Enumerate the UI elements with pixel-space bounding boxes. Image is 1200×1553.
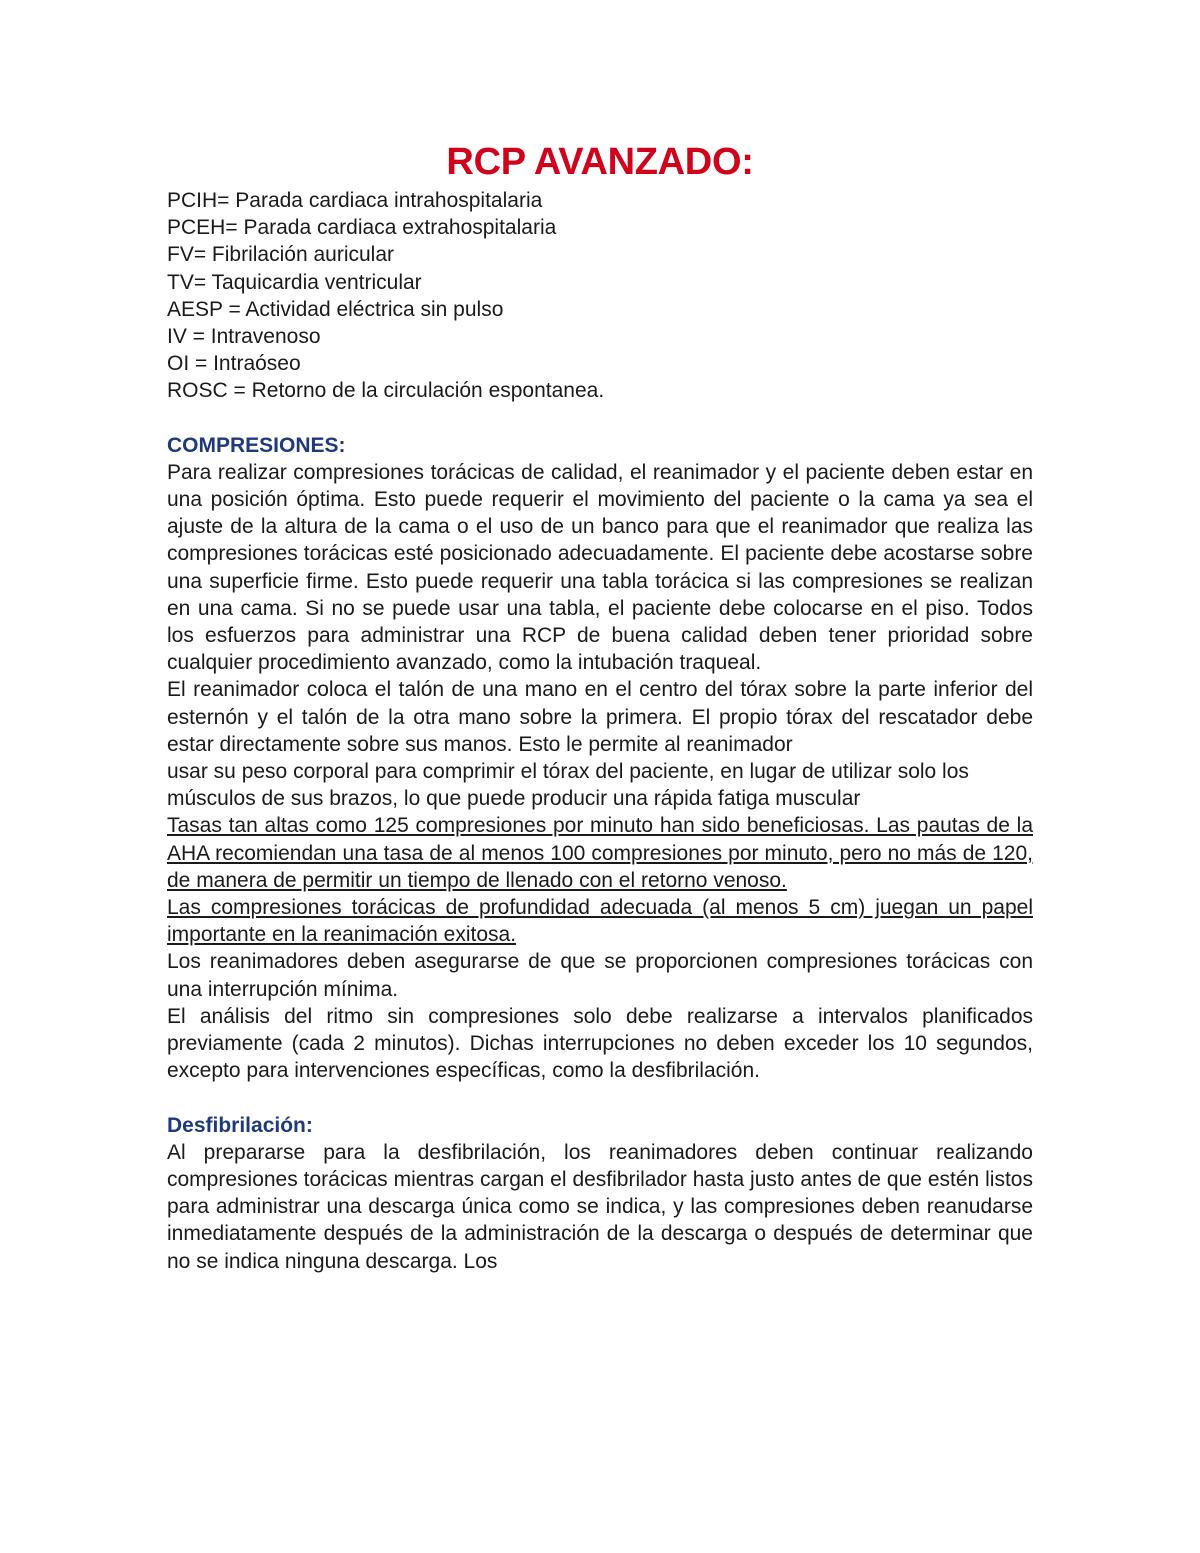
abbreviation-item: AESP = Actividad eléctrica sin pulso	[167, 297, 504, 321]
abbreviation-item: PCIH= Parada cardiaca intrahospitalaria	[167, 189, 543, 212]
compresiones-paragraph: El análisis del ritmo sin compresiones solo debe realizarse a intervalos planificados previamente (cada 2 minutos). Dichas interrupciones no deben exceder los 10 segundos, excepto para intervenciones específicas, como la desfibrilación.	[167, 1004, 1033, 1083]
compresiones-underlined-paragraph: Tasas tan altas como 125 compresiones por minuto han sido beneficiosas. Las pautas de la AHA recomiendan una tasa de al menos 100 compresiones por minuto, pero no más de 120, de manera de permitir un tiempo de llenado con el retorno venoso.	[167, 814, 1033, 892]
abbreviation-item: FV= Fibrilación auricular	[167, 243, 395, 267]
abbreviation-item: IV = Intravenoso	[167, 325, 321, 349]
abbreviation-item: TV= Taquicardia ventricular	[167, 270, 422, 294]
compresiones-heading: COMPRESIONES:	[167, 433, 346, 457]
abbreviation-list	[167, 187, 1033, 405]
desfibrilacion-paragraph: Al prepararse para la desfibrilación, los reanimadores deben continuar realizando compresiones torácicas mientras cargan el desfibrilador hasta justo antes de que estén listos para administrar una descarga única como se indica, y las compresiones deben reanudarse inmediatamente después de la administración de la descarga o después de determinar que no se indica ninguna descarga. Los	[167, 1140, 1033, 1273]
compresiones-paragraph: Los reanimadores deben asegurarse de que se proporcionen compresiones torácicas con una interrupción mínima.	[167, 950, 1033, 1001]
compresiones-underlined-paragraph: Las compresiones torácicas de profundidad adecuada (al menos 5 cm) juegan un papel importante en la reanimación exitosa.	[167, 896, 1033, 947]
compresiones-paragraph: El reanimador coloca el talón de una mano en el centro del tórax sobre la parte inferior del esternón y el talón de la otra mano sobre la primera. El propio tórax del rescatador debe estar directamente sobre sus manos. Esto le permite al reanimador	[167, 678, 1033, 756]
abbreviation-item: OI = Intraóseo	[167, 352, 301, 376]
abbreviation-item: PCEH= Parada cardiaca extrahospitalaria	[167, 216, 557, 240]
document-page	[167, 140, 1033, 1275]
compresiones-paragraph: Para realizar compresiones torácicas de calidad, el reanimador y el paciente deben estar en una posición óptima. Esto puede requerir el movimiento del paciente o la cama ya sea el ajuste de la altura de la cama o el uso de un banco para que el reanimador que realiza las compresiones torácicas esté posicionado adecuadamente. El paciente debe acostarse sobre una superficie firme. Esto puede requerir una tabla torácica si las compresiones se realizan en una cama. Si no se puede usar una tabla, el paciente debe colocarse en el piso. Todos los esfuerzos para administrar una RCP de buena calidad deben tener prioridad sobre cualquier procedimiento avanzado, como la intubación traqueal.	[167, 460, 1033, 675]
compresiones-paragraph: usar su peso corporal para comprimir el tórax del paciente, en lugar de utilizar solo los músculos de sus brazos, lo que puede producir una rápida fatiga muscular	[167, 760, 969, 811]
abbreviation-item: ROSC = Retorno de la circulación espontanea.	[167, 379, 605, 403]
document-title: RCP AVANZADO:	[446, 141, 754, 183]
desfibrilacion-heading: Desfibrilación:	[167, 1113, 313, 1137]
